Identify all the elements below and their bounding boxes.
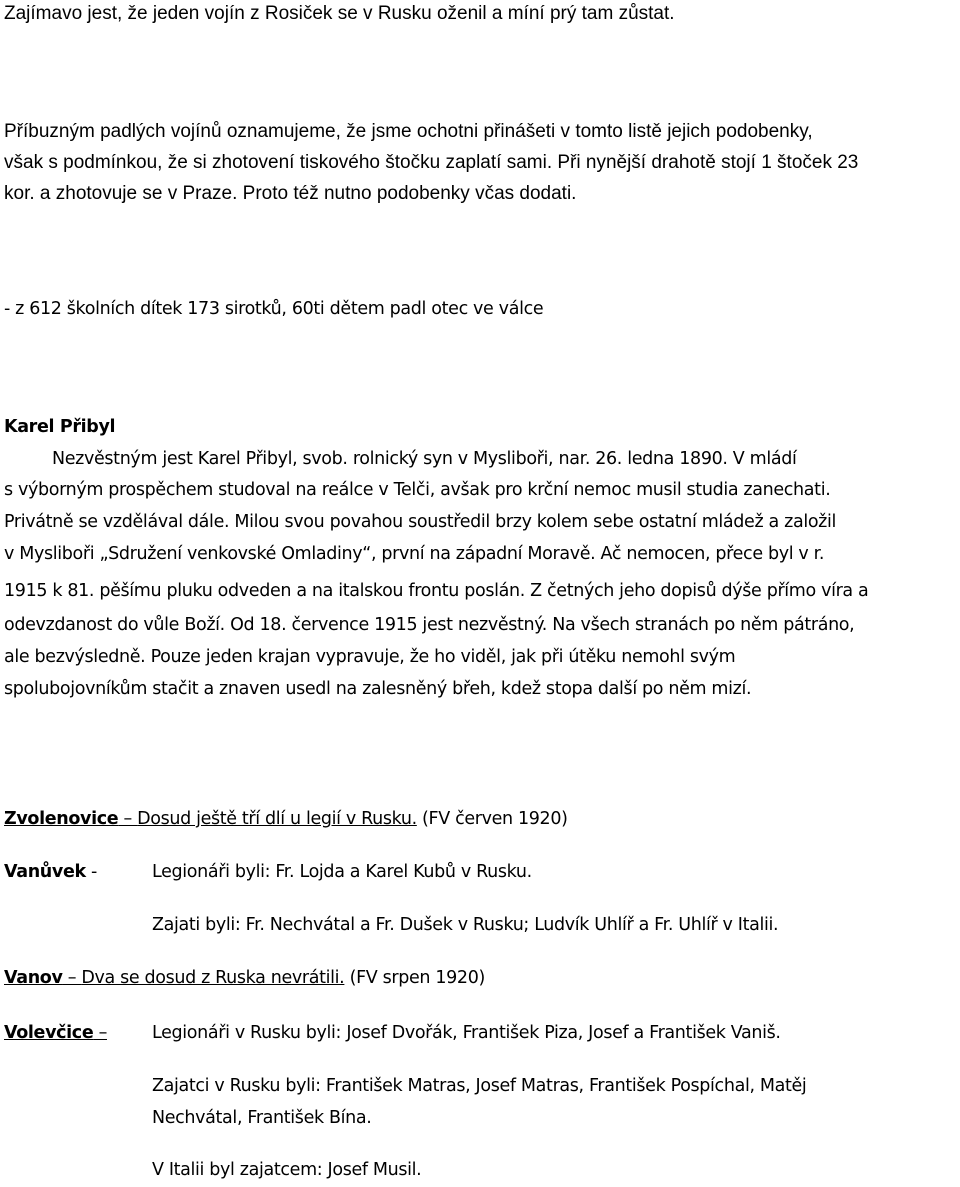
volevcice-line-1: Legionáři v Rusku byli: Josef Dvořák, František Piza, Josef a František Vaniš. [152,1023,781,1043]
place-volevcice: Volevčice [4,1023,94,1043]
paragraph-rosicky: Zajímavo jest, že jeden vojín z Rosiček se v Rusku oženil a míní prý tam zůstat. [4,3,675,24]
place-zvolenovice: Zvolenovice [4,809,119,829]
paragraph-podobenky-line-1: Příbuzným padlých vojínů oznamujeme, že jsme ochotni přinášeti v tomto listě jejich podobenky, [4,121,813,142]
entry-vanuvek [4,864,97,882]
text-zvolenovice: Dosud ještě tří dlí u legií v Rusku. [137,809,417,829]
dash-vanuvek: - [85,862,97,882]
karel-line-6: odevzdanost do vůle Boží. Od 18. července 1915 jest nezvěstný. Na všech stranách po něm pátráno, [4,615,855,635]
dash-volevcice: – [93,1023,107,1043]
place-vanov: Vanov [4,968,63,988]
paragraph-podobenky-line-2: však s podmínkou, že si zhotovení tiskového štočku zaplatí sami. Při nynější drahotě stojí 1 štoček 23 [4,152,859,173]
volevcice-line-2a: Zajatci v Rusku byli: František Matras, Josef Matras, František Pospíchal, Matěj [152,1076,807,1096]
karel-line-3: Privátně se vzdělával dále. Milou svou povahou soustředil brzy kolem sebe ostatní mládež a založil [4,512,837,532]
karel-line-2: s výborným prospěchem studoval na reálce v Telči, avšak pro krční nemoc musil studia zanechati. [4,480,831,500]
entry-zvolenovice [4,811,568,829]
entry-vanov [4,970,485,988]
dash-zvolenovice: – [118,809,138,829]
entry-volevcice [4,1025,107,1043]
source-zvolenovice: (FV červen 1920) [416,809,568,829]
volevcice-line-2b: Nechvátal, František Bína. [152,1108,372,1128]
paragraph-podobenky-line-3: kor. a zhotovuje se v Praze. Proto též nutno podobenky včas dodati. [4,183,577,204]
dash-vanov: – [62,968,82,988]
karel-line-4: v Mysliboři „Sdružení venkovské Omladiny“, první na západní Moravě. Ač nemocen, přece byl v r. [4,544,825,564]
vanuvek-line-1: Legionáři byli: Fr. Lojda a Karel Kubů v Rusku. [152,862,532,882]
karel-line-5: 1915 k 81. pěšímu pluku odveden a na italskou frontu poslán. Z četných jeho dopisů dýše přímo víra a [4,581,869,601]
paragraph-sirotci: - z 612 školních dítek 173 sirotků, 60ti dětem padl otec ve válce [4,299,544,319]
karel-heading: Karel Přibyl [4,417,116,437]
text-vanov: Dva se dosud z Ruska nevrátili. [81,968,345,988]
volevcice-line-3: V Italii byl zajatcem: Josef Musil. [152,1160,422,1180]
karel-line-8: spolubojovníkům stačit a znaven usedl na zalesněný břeh, kdež stopa další po něm mizí. [4,679,752,699]
karel-line-7: ale bezvýsledně. Pouze jeden krajan vypravuje, že ho viděl, jak při útěku nemohl svým [4,647,736,667]
karel-line-1: Nezvěstným jest Karel Přibyl, svob. rolnický syn v Mysliboři, nar. 26. ledna 1890. V mládí [52,449,797,469]
source-vanov: (FV srpen 1920) [344,968,485,988]
place-vanuvek: Vanůvek [4,862,86,882]
vanuvek-line-2: Zajati byli: Fr. Nechvátal a Fr. Dušek v Rusku; Ludvík Uhlíř a Fr. Uhlíř v Italii. [152,915,779,935]
